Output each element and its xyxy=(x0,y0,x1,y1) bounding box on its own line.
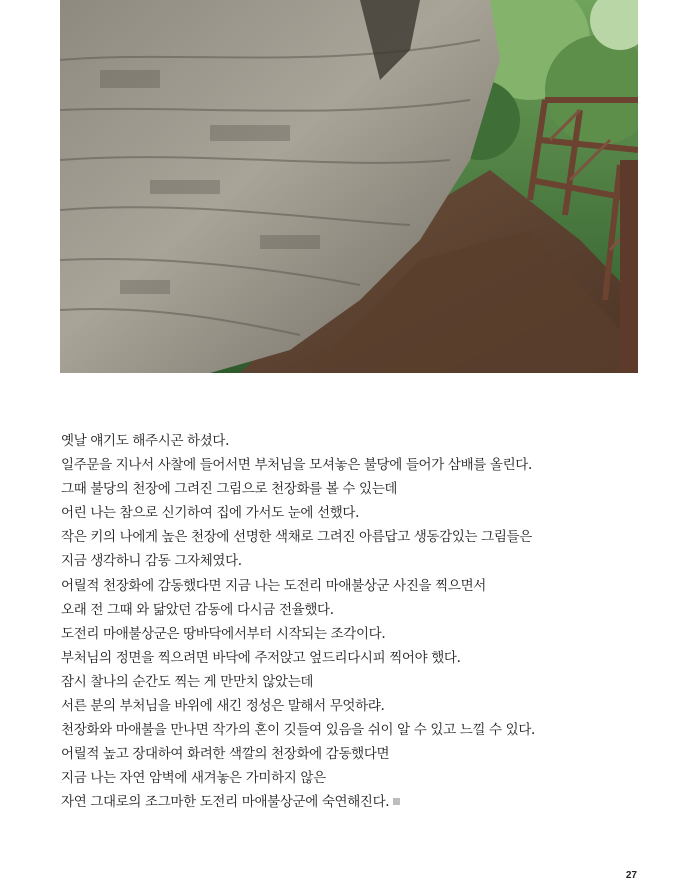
text-line: 지금 나는 자연 암벽에 새겨놓은 가미하지 않은 xyxy=(61,770,326,787)
text-line: 어린 나는 참으로 신기하여 집에 가서도 눈에 선했다. xyxy=(61,505,360,522)
cliff-photo xyxy=(60,0,638,373)
last-line-text: 자연 그대로의 조그마한 도전리 마애불상군에 숙연해진다. xyxy=(61,794,390,811)
text-line: 옛날 얘기도 해주시곤 하셨다. xyxy=(61,433,230,449)
text-line: 지금 생각하니 감동 그자체였다. xyxy=(61,553,242,570)
text-line: 어릴적 천장화에 감동했다면 지금 나는 도전리 마애불상군 사진을 찍으면서 xyxy=(61,577,486,594)
text-line: 잠시 찰나의 순간도 찍는 게 만만치 않았는데 xyxy=(61,673,314,690)
text-line: 일주문을 지나서 사찰에 들어서면 부처님을 모셔놓은 불당에 들어가 삼배를 올린다. xyxy=(61,457,532,474)
text-line: 도전리 마애불상군은 땅바닥에서부터 시작되는 조각이다. xyxy=(61,625,386,642)
text-line: 서른 분의 부처님을 바위에 새긴 정성은 말해서 무엇하랴. xyxy=(61,698,385,715)
body-text xyxy=(61,429,661,815)
text-line: 그때 불당의 천장에 그려진 그림으로 천장화를 볼 수 있는데 xyxy=(61,481,398,498)
text-line: 작은 키의 나에게 높은 천장에 선명한 색채로 그려진 아름답고 생동감있는 그림들은 xyxy=(61,529,532,546)
text-line: 천장화와 마애불을 만나면 작가의 혼이 깃들여 있음을 쉬이 알 수 있고 느낄 수 있다. xyxy=(61,722,535,739)
text-line: 부처님의 정면을 찍으려면 바닥에 주저앉고 엎드리다시피 찍어야 했다. xyxy=(61,649,461,666)
text-line-last xyxy=(61,790,661,814)
end-mark-icon xyxy=(393,798,400,805)
text-line: 어릴적 높고 장대하여 화려한 색깔의 천장화에 감동했다면 xyxy=(61,746,390,763)
page-number: 27 xyxy=(625,870,637,881)
text-line: 오래 전 그때 와 닮았던 감동에 다시금 전율했다. xyxy=(61,601,334,618)
cliff-photo-illustration xyxy=(60,0,638,373)
